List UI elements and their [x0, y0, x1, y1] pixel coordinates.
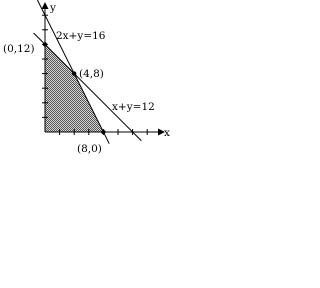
vertex-point [101, 130, 105, 134]
y-axis-arrow [42, 2, 49, 9]
vertex-label-0-12: (0,12) [3, 43, 35, 55]
line-label-x-plus-y-12: x+y=12 [112, 101, 155, 113]
vertex-label-4-8: (4,8) [79, 68, 104, 80]
vertex-label-8-0: (8,0) [77, 143, 102, 155]
y-axis-label: y [50, 2, 56, 14]
vertex-point [72, 71, 76, 75]
vertex-point [43, 42, 47, 46]
line-label-2x-plus-y-16: 2x+y=16 [56, 30, 106, 42]
x-axis-label: x [164, 127, 170, 139]
feasible-region [45, 44, 103, 132]
